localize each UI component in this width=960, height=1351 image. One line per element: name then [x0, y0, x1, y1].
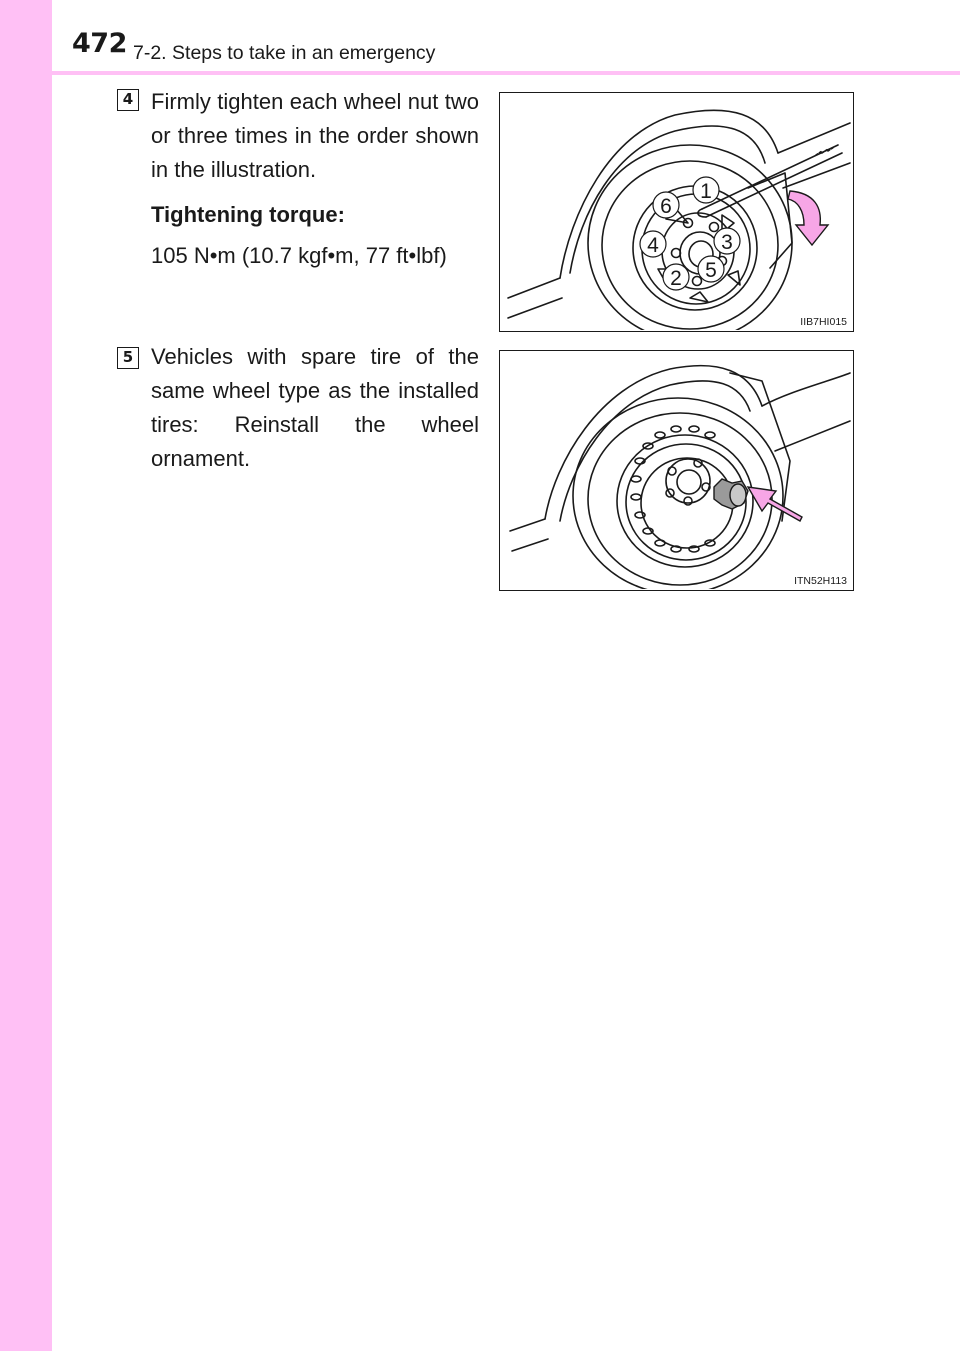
figure-code: IIB7HI015: [800, 316, 847, 328]
header-rule: [52, 71, 960, 75]
insert-direction-arrow-icon: [748, 487, 802, 521]
page-number: 472: [72, 28, 127, 59]
nut-label-3: [714, 228, 740, 254]
step-5-badge: 5: [117, 347, 139, 369]
step-4-badge: 4: [117, 89, 139, 111]
nut-label-2: [663, 264, 689, 290]
svg-text:4: 4: [647, 234, 659, 257]
svg-text:3: 3: [721, 231, 733, 254]
torque-label: Tightening torque:: [151, 202, 345, 227]
nut-label-5: [698, 256, 724, 282]
figure-code: ITN52H113: [794, 575, 847, 587]
step-5-instruction: Vehicles with spare tire of the same wheel type as the installed tires: Reinstall the wheel ornament.: [151, 344, 479, 471]
nut-label-1: [693, 177, 719, 203]
svg-text:1: 1: [700, 180, 712, 203]
svg-text:5: 5: [705, 259, 717, 282]
page-header: [0, 0, 960, 80]
figure-tighten-wheel-nuts: [499, 92, 854, 332]
wheel-ornament-icon: [714, 479, 748, 509]
nut-label-4: [640, 231, 666, 257]
nut-label-6: [653, 192, 679, 218]
wheel-nut-tightening-illustration: [500, 93, 852, 330]
step-4-text-block: [151, 85, 479, 273]
svg-text:2: 2: [670, 267, 682, 290]
section-title: 7-2. Steps to take in an emergency: [133, 42, 436, 64]
left-margin-band: [0, 0, 52, 1351]
wheel-ornament-illustration: [500, 351, 852, 589]
svg-text:6: 6: [660, 195, 672, 218]
figure-reinstall-wheel-ornament: [499, 350, 854, 591]
step-4-instruction: Firmly tighten each wheel nut two or three times in the order shown in the illustration.: [151, 89, 479, 182]
rotation-arrow-icon: [788, 191, 828, 245]
torque-value: 105 N•m (10.7 kgf•m, 77 ft•lbf): [151, 243, 447, 268]
step-5-text-block: [151, 340, 479, 476]
